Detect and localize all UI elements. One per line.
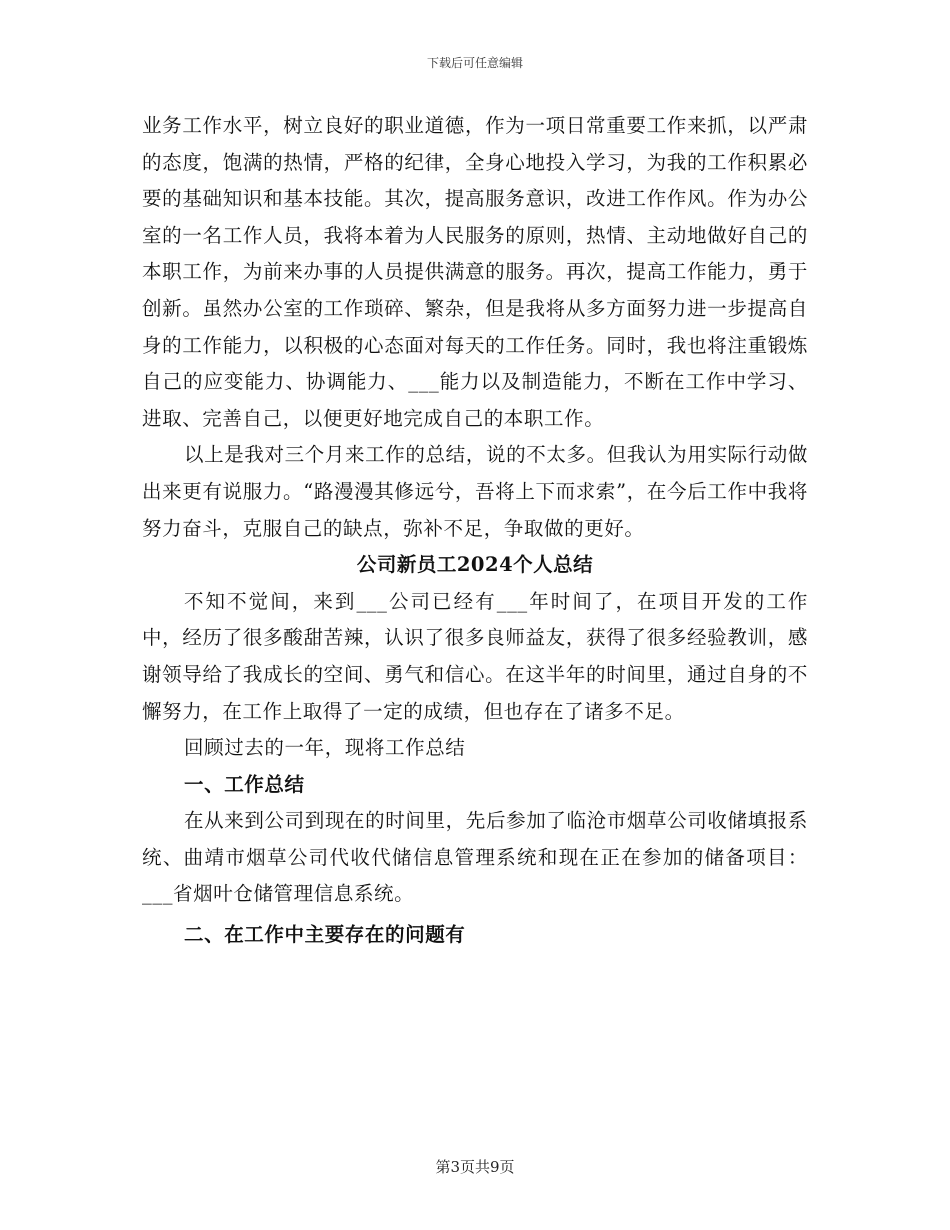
paragraph-review: 回顾过去的一年，现将工作总结 xyxy=(184,736,466,760)
page-footer: 第3页共9页 xyxy=(435,1158,515,1176)
heading-problems: 二、在工作中主要存在的问题有 xyxy=(184,923,466,947)
document-body xyxy=(142,108,808,954)
heading-work-summary: 一、工作总结 xyxy=(184,772,305,796)
paragraph-conclusion: 以上是我对三个月来工作的总结，说的不太多。但我认为用实际行动做出来更有说服力。“路漫漫其修远兮，吾将上下而求索”，在今后工作中我将努力奋斗，克服自己的缺点，弥补不足，争取做的更好。 xyxy=(142,443,808,540)
paragraph-projects: 在从来到公司到现在的时间里，先后参加了临沧市烟草公司收储填报系统、曲靖市烟草公司代收代储信息管理系统和现在正在参加的储备项目：___省烟叶仓储管理信息系统。 xyxy=(142,809,808,906)
paragraph-intro: 不知不觉间，来到___公司已经有___年时间了，在项目开发的工作中，经历了很多酸甜苦辣，认识了很多良师益友，获得了很多经验教训，感谢领导给了我成长的空间、勇气和信心。在这半年的时间里，通过自身的不懈努力，在工作上取得了一定的成绩，但也存在了诸多不足。 xyxy=(142,589,808,723)
page-header: 下载后可任意编辑 xyxy=(426,56,523,70)
section-title: 公司新员工2024个人总结 xyxy=(356,553,594,577)
paragraph-continued: 业务工作水平，树立良好的职业道德，作为一项日常重要工作来抓，以严肃的态度，饱满的热情，严格的纪律，全身心地投入学习，为我的工作积累必要的基础知识和基本技能。其次，提高服务意识，改进工作作风。作为办公室的一名工作人员，我将本着为人民服务的原则，热情、主动地做好自己的本职工作，为前来办事的人员提供满意的服务。再次，提高工作能力，勇于创新。虽然办公室的工作琐碎、繁杂，但是我将从多方面努力进一步提高自身的工作能力，以积极的心态面对每天的工作任务。同时，我也将注重锻炼自己的应变能力、协调能力、___能力以及制造能力，不断在工作中学习、进取、完善自己，以便更好地完成自己的本职工作。 xyxy=(142,114,808,430)
